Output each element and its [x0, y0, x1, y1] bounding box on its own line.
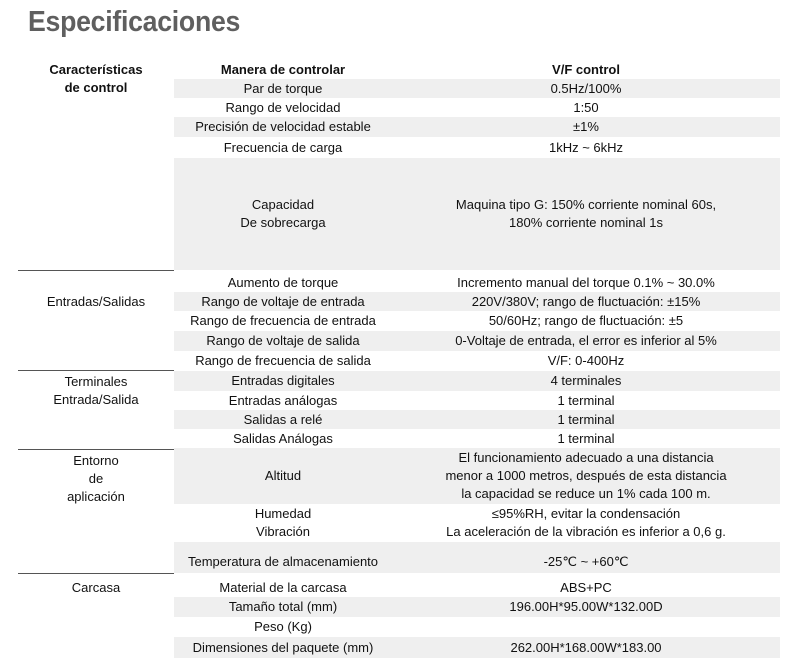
section-divider — [18, 370, 174, 371]
param-cell: Temperatura de almacenamiento — [187, 554, 379, 569]
param-cell: Humedad Vibración — [254, 506, 312, 539]
value-cell: 262.00H*168.00W*183.00 — [510, 639, 662, 655]
value-cell: 1 terminal — [557, 411, 615, 427]
table-row — [174, 504, 780, 542]
header-control-method: Manera de controlar — [220, 62, 346, 77]
value-cell: Incremento manual del torque 0.1% ~ 30.0% — [457, 274, 715, 290]
value-cell: 1:50 — [573, 99, 599, 115]
table-row — [174, 117, 780, 137]
param-cell: Tamaño total (mm) — [228, 599, 338, 614]
table-row — [174, 331, 780, 351]
param-cell: Salidas a relé — [243, 411, 323, 427]
table-row — [174, 410, 780, 429]
section-divider — [18, 270, 174, 271]
value-cell: V/F: 0-400Hz — [547, 353, 625, 368]
table-header — [174, 61, 780, 79]
table-row — [174, 273, 780, 292]
header-vf-control: V/F control — [552, 62, 620, 77]
value-cell: ABS+PC — [560, 579, 612, 595]
section-label-io: Entradas/Salidas — [46, 294, 146, 309]
param-cell: Frecuencia de carga — [223, 139, 343, 155]
param-cell: Entradas análogas — [228, 392, 338, 408]
section-label-environment: Entorno de aplicación — [67, 453, 125, 504]
value-cell: 1kHz ~ 6kHz — [548, 139, 624, 155]
param-cell: Rango de voltaje de entrada — [201, 293, 365, 309]
value-cell: 0.5Hz/100% — [550, 80, 622, 96]
value-cell: 1 terminal — [557, 430, 615, 446]
param-cell: Par de torque — [243, 80, 323, 96]
param-cell: Rango de voltaje de salida — [206, 333, 360, 348]
value-cell: El funcionamiento adecuado a una distancia menor a 1000 metros, después de esta distancia la capacidad se reduce un 1% cada 100 m. — [445, 450, 727, 501]
section-label-control: Características de control — [49, 62, 143, 95]
param-cell: Precisión de velocidad estable — [195, 119, 371, 134]
param-cell: Rango de frecuencia de salida — [195, 353, 371, 368]
value-cell: 0-Voltaje de entrada, el error es inferior al 5% — [455, 333, 717, 348]
param-cell: Entradas digitales — [231, 373, 335, 388]
table-row — [174, 351, 780, 371]
table-row — [174, 311, 780, 331]
param-cell: Dimensiones del paquete (mm) — [192, 639, 374, 655]
param-cell: Capacidad De sobrecarga — [240, 197, 326, 230]
table-row — [174, 391, 780, 410]
table-row — [174, 597, 780, 617]
param-cell: Rango de frecuencia de entrada — [190, 313, 376, 328]
param-cell: Material de la carcasa — [219, 579, 347, 595]
value-cell: ±1% — [573, 119, 599, 134]
value-cell: -25℃ ~ +60℃ — [543, 554, 629, 569]
table-row — [174, 617, 780, 637]
table-row — [174, 578, 780, 597]
table-row — [174, 98, 780, 117]
param-cell: Rango de velocidad — [225, 99, 341, 115]
section-label-terminals: Terminales Entrada/Salida — [53, 374, 139, 407]
table-row — [174, 542, 780, 573]
value-cell: 220V/380V; rango de fluctuación: ±15% — [471, 293, 701, 309]
table-row — [174, 158, 780, 270]
value-cell: 4 terminales — [550, 373, 622, 388]
param-cell: Salidas Análogas — [233, 430, 333, 446]
param-cell: Peso (Kg) — [254, 619, 312, 634]
param-cell: Altitud — [264, 468, 302, 483]
section-label-housing: Carcasa — [71, 580, 121, 595]
value-cell: Maquina tipo G: 150% corriente nominal 60s, 180% corriente nominal 1s — [455, 197, 717, 230]
table-row — [174, 371, 780, 391]
section-divider — [18, 449, 174, 450]
value-cell: 50/60Hz; rango de fluctuación: ±5 — [488, 313, 684, 328]
page-title: Especificaciones — [28, 6, 241, 38]
value-cell: 196.00H*95.00W*132.00D — [509, 599, 663, 614]
table-row — [174, 79, 780, 98]
param-cell: Aumento de torque — [227, 274, 339, 290]
table-row — [174, 448, 780, 504]
table-row — [174, 637, 780, 658]
table-row — [174, 292, 780, 311]
value-cell: ≤95%RH, evitar la condensación La aceleración de la vibración es inferior a 0,6 g. — [446, 506, 726, 539]
table-row — [174, 137, 780, 158]
value-cell: 1 terminal — [557, 392, 615, 408]
table-row — [174, 429, 780, 448]
section-divider — [18, 573, 174, 574]
